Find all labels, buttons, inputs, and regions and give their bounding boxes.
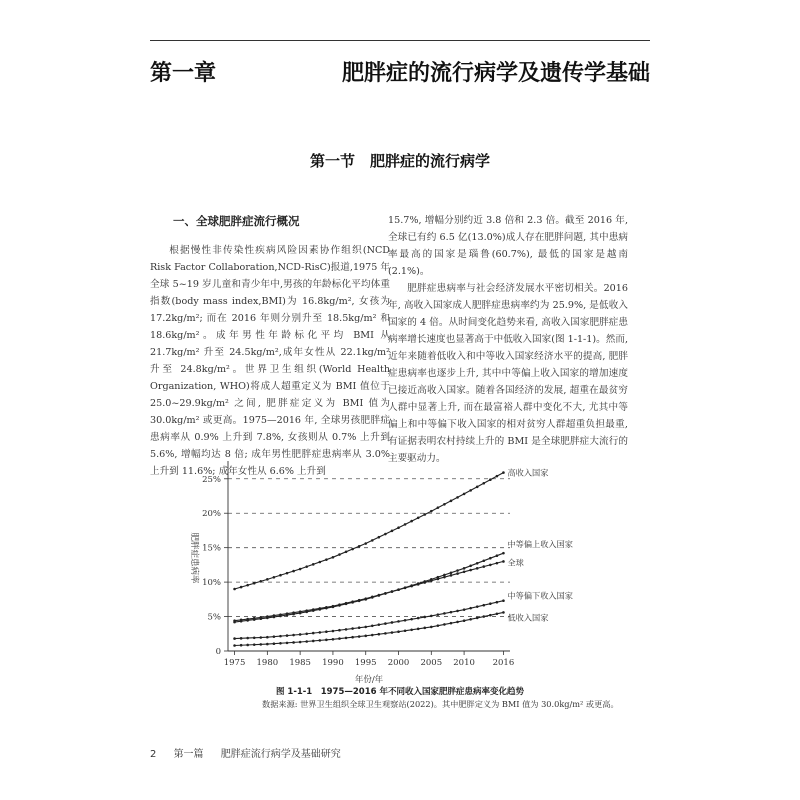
data-point: [502, 552, 505, 555]
data-point: [450, 622, 453, 625]
data-point: [240, 637, 243, 640]
data-point: [437, 613, 440, 616]
legend-label-0: 高收入国家: [507, 467, 549, 478]
data-point: [358, 599, 361, 602]
data-point: [502, 611, 505, 614]
data-point: [469, 569, 472, 572]
data-point: [305, 609, 308, 612]
data-point: [338, 553, 341, 556]
x-tick-label: 1990: [322, 658, 344, 668]
x-tick-label: 1975: [223, 658, 246, 668]
data-point: [266, 643, 269, 646]
data-point: [476, 567, 479, 570]
data-point: [482, 615, 485, 618]
data-point: [430, 579, 433, 582]
right-column: [388, 212, 628, 467]
data-point: [253, 636, 256, 639]
data-point: [456, 621, 459, 624]
data-point: [325, 606, 328, 609]
data-point: [456, 569, 459, 572]
data-point: [358, 545, 361, 548]
data-point: [319, 631, 322, 634]
data-point: [496, 613, 499, 616]
data-point: [496, 554, 499, 557]
data-point: [351, 600, 354, 603]
chart-axes: [189, 461, 514, 685]
data-point: [286, 642, 289, 645]
data-point: [338, 637, 341, 640]
chart-series: [233, 471, 504, 647]
x-tick-label: 2005: [420, 658, 443, 668]
data-point: [417, 516, 420, 519]
data-point: [259, 616, 262, 619]
data-point: [364, 542, 367, 545]
chart-labels: [507, 468, 573, 623]
data-point: [463, 567, 466, 570]
data-point: [496, 601, 499, 604]
y-tick-label: 5%: [207, 612, 221, 623]
data-point: [384, 592, 387, 595]
data-point: [332, 630, 335, 633]
y-tick-label: 15%: [202, 543, 221, 554]
data-point: [312, 608, 315, 611]
data-point: [364, 597, 367, 600]
data-point: [476, 617, 479, 620]
data-point: [299, 610, 302, 613]
data-point: [456, 610, 459, 613]
x-tick-label: 2016: [492, 658, 515, 668]
data-point: [450, 611, 453, 614]
data-point: [437, 624, 440, 627]
legend-label-4: 低收入国家: [507, 612, 549, 623]
data-point: [417, 583, 420, 586]
data-point: [397, 620, 400, 623]
y-tick-label: 20%: [202, 509, 221, 520]
data-point: [384, 533, 387, 536]
data-point: [410, 618, 413, 621]
data-point: [443, 612, 446, 615]
data-point: [437, 578, 440, 581]
data-point: [384, 632, 387, 635]
data-point: [338, 603, 341, 606]
header-rule: [150, 40, 650, 41]
data-point: [410, 628, 413, 631]
data-point: [351, 627, 354, 630]
data-point: [266, 636, 269, 639]
data-point: [378, 536, 381, 539]
data-point: [292, 641, 295, 644]
data-point: [482, 565, 485, 568]
data-point: [240, 644, 243, 647]
data-point: [332, 556, 335, 559]
data-point: [233, 588, 236, 591]
data-point: [423, 581, 426, 584]
data-point: [496, 562, 499, 565]
data-point: [279, 574, 282, 577]
chapter-title: 肥胖症的流行病学及遗传学基础: [341, 60, 650, 86]
footer-part-title: 肥胖症流行病学及基础研究: [220, 749, 341, 760]
data-point: [371, 624, 374, 627]
data-point: [469, 618, 472, 621]
chart-grid: [228, 479, 510, 617]
data-point: [305, 632, 308, 635]
data-point: [233, 644, 236, 647]
y-axis-label: 肥胖症患病率: [189, 532, 199, 584]
page-number: 2: [150, 749, 157, 760]
data-point: [430, 626, 433, 629]
x-tick-label: 1985: [289, 658, 311, 668]
data-point: [423, 513, 426, 516]
data-point: [279, 642, 282, 645]
data-point: [502, 471, 505, 474]
legend-label-3: 中等偏下收入国家: [507, 590, 573, 601]
data-point: [305, 640, 308, 643]
data-point: [351, 548, 354, 551]
data-point: [417, 617, 420, 620]
data-point: [319, 639, 322, 642]
data-point: [253, 582, 256, 585]
x-tick-label: 2010: [453, 658, 475, 668]
body-paragraph-2: 15.7%, 增幅分别约近 3.8 倍和 2.3 倍。截至 2016 年, 全球已有约 6.5 亿(13.0%)成人存在肥胖问题, 其中患病率最高的国家是瑙鲁(60.7%), 最低的国家是越南(2.1%)。: [388, 215, 628, 277]
legend-label-2: 全球: [507, 557, 524, 568]
data-point: [502, 560, 505, 563]
data-point: [469, 489, 472, 492]
data-point: [443, 576, 446, 579]
data-point: [463, 608, 466, 611]
data-point: [286, 634, 289, 637]
data-point: [345, 602, 348, 605]
data-point: [404, 523, 407, 526]
data-point: [384, 622, 387, 625]
data-point: [489, 564, 492, 567]
data-point: [312, 640, 315, 643]
series-line-1: [235, 553, 504, 622]
data-point: [456, 496, 459, 499]
data-point: [378, 623, 381, 626]
data-point: [476, 486, 479, 489]
data-point: [358, 626, 361, 629]
footer-part: 第一篇: [173, 749, 204, 760]
data-point: [397, 588, 400, 591]
series-line-2: [235, 561, 504, 620]
data-point: [410, 585, 413, 588]
figure-caption: 图 1-1-1 1975—2016 年不同收入国家肥胖症患病率变化趋势: [275, 687, 525, 697]
data-point: [246, 637, 249, 640]
data-point: [266, 615, 269, 618]
data-point: [240, 586, 243, 589]
data-point: [266, 578, 269, 581]
data-point: [463, 570, 466, 573]
data-point: [391, 631, 394, 634]
data-point: [391, 621, 394, 624]
data-point: [292, 634, 295, 637]
data-point: [430, 510, 433, 513]
data-point: [397, 630, 400, 633]
page-footer: [150, 745, 355, 760]
data-point: [273, 635, 276, 638]
data-point: [364, 635, 367, 638]
data-point: [404, 619, 407, 622]
data-point: [489, 602, 492, 605]
data-point: [332, 638, 335, 641]
data-point: [332, 605, 335, 608]
data-point: [312, 563, 315, 566]
data-point: [463, 493, 466, 496]
data-point: [404, 629, 407, 632]
subsection-title: 一、全球肥胖症流行概况: [173, 214, 300, 228]
data-point: [371, 634, 374, 637]
data-point: [246, 584, 249, 587]
data-point: [338, 629, 341, 632]
data-point: [305, 565, 308, 568]
data-point: [345, 637, 348, 640]
data-point: [345, 551, 348, 554]
data-point: [253, 617, 256, 620]
data-point: [292, 570, 295, 573]
data-point: [502, 599, 505, 602]
data-point: [325, 630, 328, 633]
y-tick-label: 25%: [202, 474, 221, 485]
body-paragraph-3: 肥胖症患病率与社会经济发展水平密切相关。2016 年, 高收入国家成人肥胖症患病率约为 25.9%, 是低收入国家的 4 倍。从时间变化趋势来看, 高收入国家肥胖症患病率增长速度也显著高于中低收入国家(图 1-1-1)。然而, 近年来随着低收入和中等收入国家经济水平的提高, 肥胖症患病率也逐步上升, 其中中等偏上收入国家的增加速度已接近高收入国家。随着各国经济的发展, 超重在最贫穷人群中显著上升, 而在最富裕人群中变化不大, 尤其中等偏上和中等偏下收入国家的相对贫穷人群超重负担最重, 有证据表明农村持续上升的 BMI 是全球肥胖症大流行的主要驱动力。: [388, 283, 628, 464]
series-line-3: [235, 601, 504, 639]
data-point: [299, 633, 302, 636]
data-point: [325, 639, 328, 642]
data-point: [233, 637, 236, 640]
data-point: [489, 557, 492, 560]
data-point: [240, 619, 243, 622]
data-point: [378, 633, 381, 636]
data-point: [312, 632, 315, 635]
data-point: [469, 607, 472, 610]
y-tick-label: 0: [215, 647, 221, 657]
data-point: [319, 561, 322, 564]
data-point: [299, 641, 302, 644]
data-point: [371, 539, 374, 542]
data-point: [476, 605, 479, 608]
data-point: [259, 580, 262, 583]
data-point: [456, 572, 459, 575]
data-point: [319, 607, 322, 610]
data-point: [325, 558, 328, 561]
data-point: [246, 618, 249, 621]
data-point: [292, 611, 295, 614]
data-point: [482, 559, 485, 562]
x-tick-label: 1980: [256, 658, 279, 668]
chapter-number: 第一章: [150, 60, 217, 86]
data-point: [273, 576, 276, 579]
body-paragraph-1: 根据慢性非传染性疾病风险因素协作组织(NCD Risk Factor Collaboration,NCD-RisC)报道,1975 年全球 5~19 岁儿童和青少年中,男孩的年龄标化平均体重指数(body mass index,BMI)为 16.8kg/m², 女孩为 17.2kg/m²; 而在 2016 年则分别升至 18.5kg/m² 和 18.6kg/m²。成年男性年龄标化平均 BMI 从 21.7kg/m² 升至 24.5kg/m²,成年女性从 22.1kg/m² 升至 24.8kg/m²。世界卫生组织(World Health Organization, WHO)将成人超重定义为 BMI 值位于 25.0~29.9kg/m² 之间, 肥胖症定义为 BMI 值为 30.0kg/m² 或更高。1975—2016 年, 全球男孩肥胖症患病率从 0.9% 上升到 7.8%, 女孩则从 0.7% 上升到 5.6%, 增幅均达 8 倍; 成年男性肥胖症患病率从 3.0% 上升到 11.6%; 成年女性从 6.6% 上升到: [150, 245, 391, 477]
data-point: [279, 613, 282, 616]
x-tick-label: 1995: [354, 658, 377, 668]
data-point: [437, 506, 440, 509]
data-point: [358, 635, 361, 638]
obesity-prevalence-chart: [170, 455, 610, 687]
data-point: [450, 574, 453, 577]
data-point: [443, 623, 446, 626]
data-point: [259, 643, 262, 646]
data-point: [286, 612, 289, 615]
data-point: [423, 627, 426, 630]
data-point: [482, 482, 485, 485]
data-point: [364, 626, 367, 629]
data-point: [378, 594, 381, 597]
data-point: [463, 619, 466, 622]
data-point: [423, 616, 426, 619]
left-column: [150, 212, 390, 480]
data-point: [233, 619, 236, 622]
data-point: [273, 614, 276, 617]
legend-label-1: 中等偏上收入国家: [507, 539, 573, 550]
data-point: [404, 587, 407, 590]
data-point: [391, 530, 394, 533]
data-point: [450, 500, 453, 503]
data-point: [279, 635, 282, 638]
data-point: [417, 628, 420, 631]
data-point: [489, 478, 492, 481]
data-point: [482, 604, 485, 607]
data-point: [443, 503, 446, 506]
data-point: [391, 590, 394, 593]
data-point: [259, 636, 262, 639]
x-tick-label: 2000: [387, 658, 410, 668]
data-point: [273, 642, 276, 645]
data-point: [371, 596, 374, 599]
data-point: [469, 565, 472, 568]
data-point: [476, 562, 479, 565]
data-point: [351, 636, 354, 639]
x-axis-label: 年份/年: [354, 675, 384, 685]
data-point: [253, 643, 256, 646]
data-point: [246, 644, 249, 647]
figure-source: 数据来源: 世界卫生组织全球卫生观察站(2022)。其中肥胖定义为 BMI 值为 30.0kg/m² 或更高。: [262, 699, 619, 709]
data-point: [286, 572, 289, 575]
data-point: [410, 520, 413, 523]
data-point: [299, 568, 302, 571]
data-point: [496, 475, 499, 478]
data-point: [430, 615, 433, 618]
data-point: [345, 628, 348, 631]
data-point: [450, 571, 453, 574]
data-point: [489, 614, 492, 617]
y-tick-label: 10%: [202, 578, 221, 589]
section-title: 第一节 肥胖症的流行病学: [309, 152, 490, 170]
data-point: [397, 526, 400, 529]
